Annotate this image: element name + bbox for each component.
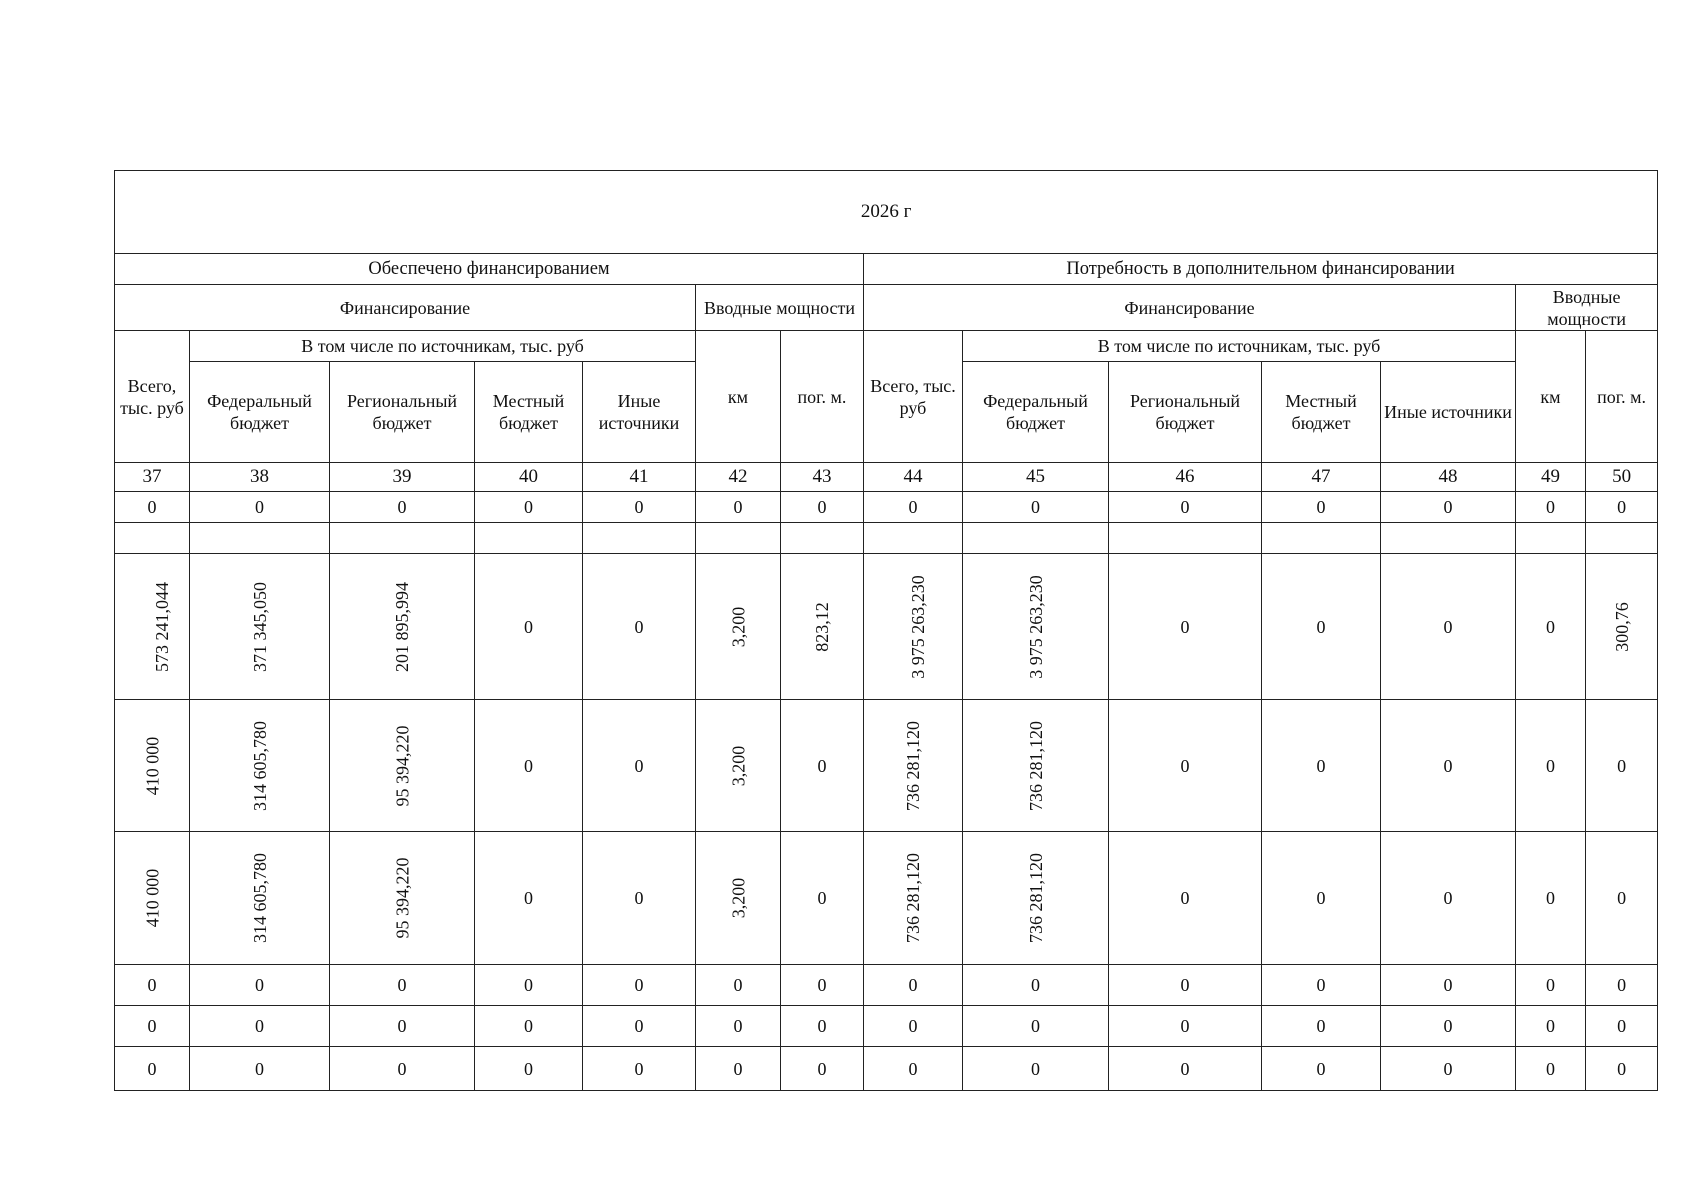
table-row xyxy=(115,554,1658,700)
rotated-value: 3 975 263,230 xyxy=(907,574,928,679)
table-cell: 0 xyxy=(475,1006,583,1047)
table-cell: 0 xyxy=(330,965,475,1006)
needed-total-header: Всего, тыс. руб xyxy=(864,331,963,463)
column-number-row xyxy=(115,463,1658,492)
rotated-value: 3 975 263,230 xyxy=(1025,574,1046,679)
table-cell: 0 xyxy=(696,1006,781,1047)
table-cell: 0 xyxy=(583,492,696,523)
table-cell xyxy=(1586,523,1658,554)
table-cell: 0 xyxy=(1516,965,1586,1006)
table-cell: 0 xyxy=(1109,965,1262,1006)
table-cell: 0 xyxy=(1262,492,1381,523)
needed-sources-header: В том числе по источникам, тыс. руб xyxy=(963,331,1516,362)
rotated-value: 573 241,044 xyxy=(152,581,172,672)
table-cell xyxy=(864,554,963,700)
table-cell xyxy=(115,523,190,554)
table-cell xyxy=(1109,523,1262,554)
table-row xyxy=(115,492,1658,523)
table-cell xyxy=(963,554,1109,700)
table-cell: 0 xyxy=(864,965,963,1006)
table-cell: 0 xyxy=(864,1006,963,1047)
table-cell: 0 xyxy=(781,965,864,1006)
secured-km-header: км xyxy=(696,331,781,463)
table-cell xyxy=(781,554,864,700)
table-cell: 0 xyxy=(190,1006,330,1047)
table-cell xyxy=(115,554,190,700)
table-cell: 0 xyxy=(1262,700,1381,832)
table-cell: 0 xyxy=(115,492,190,523)
rotated-value: 314 605,780 xyxy=(249,853,270,943)
rotated-value: 736 281,120 xyxy=(1025,853,1046,943)
table-cell xyxy=(190,554,330,700)
table-cell: 0 xyxy=(1516,554,1586,700)
rotated-value: 410 000 xyxy=(142,868,162,928)
secured-pog-header: пог. м. xyxy=(781,331,864,463)
table-cell: 0 xyxy=(1586,1047,1658,1091)
table-cell: 0 xyxy=(963,965,1109,1006)
rotated-value: 3,200 xyxy=(728,606,748,647)
table-cell xyxy=(190,523,330,554)
table-cell: 0 xyxy=(696,1047,781,1091)
table-cell: 0 xyxy=(696,965,781,1006)
table-cell xyxy=(696,523,781,554)
secured-capacity-header: Вводные мощности xyxy=(696,285,864,331)
needed-group-header: Потребность в дополнительном финансировании xyxy=(864,254,1658,285)
table-row xyxy=(115,523,1658,554)
table-cell: 0 xyxy=(1262,554,1381,700)
table-cell: 0 xyxy=(1109,1047,1262,1091)
col-number: 40 xyxy=(475,463,583,492)
table-cell: 0 xyxy=(1586,832,1658,965)
table-cell xyxy=(696,554,781,700)
table-cell: 0 xyxy=(1262,965,1381,1006)
table-cell: 0 xyxy=(781,700,864,832)
table-cell xyxy=(696,700,781,832)
needed-federal-header: Федеральный бюджет xyxy=(963,362,1109,463)
table-cell: 0 xyxy=(864,1047,963,1091)
table-cell: 0 xyxy=(475,492,583,523)
table-row xyxy=(115,1047,1658,1091)
table-cell: 0 xyxy=(781,492,864,523)
table-cell: 0 xyxy=(1381,554,1516,700)
table-cell xyxy=(115,832,190,965)
table-cell: 0 xyxy=(963,492,1109,523)
col-number: 46 xyxy=(1109,463,1262,492)
table-cell xyxy=(864,700,963,832)
table-cell: 0 xyxy=(475,1047,583,1091)
table-cell xyxy=(330,523,475,554)
table-cell: 0 xyxy=(1516,1006,1586,1047)
secured-other-header: Иные источники xyxy=(583,362,696,463)
col-number: 42 xyxy=(696,463,781,492)
col-number: 50 xyxy=(1586,463,1658,492)
col-number: 41 xyxy=(583,463,696,492)
rotated-value: 95 394,220 xyxy=(392,725,412,806)
table-cell xyxy=(963,832,1109,965)
table-cell: 0 xyxy=(115,1047,190,1091)
needed-local-header: Местный бюджет xyxy=(1262,362,1381,463)
table-cell: 0 xyxy=(1109,554,1262,700)
table-cell: 0 xyxy=(190,492,330,523)
col-number: 43 xyxy=(781,463,864,492)
secured-financing-header: Финансирование xyxy=(115,285,696,331)
table-cell: 0 xyxy=(1109,1006,1262,1047)
table-cell xyxy=(330,832,475,965)
table-cell: 0 xyxy=(1381,1047,1516,1091)
table-cell: 0 xyxy=(1516,492,1586,523)
table-cell: 0 xyxy=(781,1006,864,1047)
table-cell: 0 xyxy=(190,1047,330,1091)
table-cell xyxy=(963,700,1109,832)
table-row xyxy=(115,965,1658,1006)
table-cell: 0 xyxy=(781,832,864,965)
table-cell xyxy=(1262,523,1381,554)
needed-financing-header: Финансирование xyxy=(864,285,1516,331)
table-cell: 0 xyxy=(330,1006,475,1047)
table-cell: 0 xyxy=(583,1047,696,1091)
needed-regional-header: Региональный бюджет xyxy=(1109,362,1262,463)
secured-total-header: Всего, тыс. руб xyxy=(115,331,190,463)
rotated-value: 201 895,994 xyxy=(392,581,412,672)
table-cell: 0 xyxy=(330,1047,475,1091)
table-cell: 0 xyxy=(475,554,583,700)
table-cell xyxy=(781,523,864,554)
secured-sources-header: В том числе по источникам, тыс. руб xyxy=(190,331,696,362)
rotated-value: 371 345,050 xyxy=(249,581,270,672)
table-cell xyxy=(864,523,963,554)
table-cell xyxy=(330,554,475,700)
table-cell: 0 xyxy=(115,1006,190,1047)
table-cell xyxy=(115,700,190,832)
table-cell: 0 xyxy=(1381,700,1516,832)
table-cell: 0 xyxy=(1381,492,1516,523)
table-cell: 0 xyxy=(1586,1006,1658,1047)
table-cell xyxy=(475,523,583,554)
rotated-value: 3,200 xyxy=(728,745,748,786)
table-cell: 0 xyxy=(1109,700,1262,832)
rotated-value: 300,76 xyxy=(1611,601,1632,652)
table-cell xyxy=(190,832,330,965)
table-cell: 0 xyxy=(1586,700,1658,832)
table-cell: 0 xyxy=(1109,832,1262,965)
table-cell: 0 xyxy=(1516,700,1586,832)
table-cell: 0 xyxy=(963,1006,1109,1047)
table-cell: 0 xyxy=(1262,1047,1381,1091)
table-cell: 0 xyxy=(781,1047,864,1091)
table-cell: 0 xyxy=(583,700,696,832)
table-cell: 0 xyxy=(190,965,330,1006)
rotated-value: 736 281,120 xyxy=(903,853,923,943)
table-row xyxy=(115,832,1658,965)
col-number: 38 xyxy=(190,463,330,492)
table-cell xyxy=(330,700,475,832)
col-number: 45 xyxy=(963,463,1109,492)
col-number: 37 xyxy=(115,463,190,492)
needed-km-header: км xyxy=(1516,331,1586,463)
table-cell xyxy=(583,523,696,554)
table-cell: 0 xyxy=(583,554,696,700)
secured-group-header: Обеспечено финансированием xyxy=(115,254,864,285)
table-row xyxy=(115,1006,1658,1047)
table-cell: 0 xyxy=(864,492,963,523)
table-cell: 0 xyxy=(1586,965,1658,1006)
table-cell xyxy=(696,832,781,965)
secured-regional-header: Региональный бюджет xyxy=(330,362,475,463)
table-cell: 0 xyxy=(1262,832,1381,965)
secured-federal-header: Федеральный бюджет xyxy=(190,362,330,463)
table-row xyxy=(115,700,1658,832)
table-cell: 0 xyxy=(475,700,583,832)
table-cell: 0 xyxy=(1516,832,1586,965)
table-cell xyxy=(1516,523,1586,554)
rotated-value: 823,12 xyxy=(812,601,832,652)
table-cell: 0 xyxy=(1381,965,1516,1006)
financing-table xyxy=(114,170,1658,1091)
col-number: 44 xyxy=(864,463,963,492)
col-number: 39 xyxy=(330,463,475,492)
table-cell: 0 xyxy=(583,965,696,1006)
table-cell xyxy=(864,832,963,965)
col-number: 49 xyxy=(1516,463,1586,492)
table-cell: 0 xyxy=(330,492,475,523)
rotated-value: 736 281,120 xyxy=(903,720,923,811)
table-cell: 0 xyxy=(115,965,190,1006)
col-number: 47 xyxy=(1262,463,1381,492)
table-cell: 0 xyxy=(475,965,583,1006)
rotated-value: 95 394,220 xyxy=(392,857,412,939)
needed-pog-header: пог. м. xyxy=(1586,331,1658,463)
col-number: 48 xyxy=(1381,463,1516,492)
rotated-value: 3,200 xyxy=(728,877,748,919)
table-cell: 0 xyxy=(475,832,583,965)
table-cell: 0 xyxy=(1381,832,1516,965)
rotated-value: 314 605,780 xyxy=(249,720,270,811)
table-cell: 0 xyxy=(583,832,696,965)
table-cell xyxy=(963,523,1109,554)
rotated-value: 410 000 xyxy=(142,736,162,795)
table-cell: 0 xyxy=(1516,1047,1586,1091)
needed-other-header: Иные источники xyxy=(1381,362,1516,463)
table-cell: 0 xyxy=(1109,492,1262,523)
secured-local-header: Местный бюджет xyxy=(475,362,583,463)
table-cell xyxy=(1381,523,1516,554)
financing-table-sheet xyxy=(114,170,1657,1091)
needed-capacity-header: Вводные мощности xyxy=(1516,285,1658,331)
table-cell: 0 xyxy=(696,492,781,523)
table-cell: 0 xyxy=(583,1006,696,1047)
table-cell: 0 xyxy=(1262,1006,1381,1047)
table-cell: 0 xyxy=(1381,1006,1516,1047)
table-cell: 0 xyxy=(963,1047,1109,1091)
table-cell: 0 xyxy=(1586,492,1658,523)
table-cell xyxy=(1586,554,1658,700)
table-cell xyxy=(190,700,330,832)
year-header: 2026 г xyxy=(115,171,1658,254)
rotated-value: 736 281,120 xyxy=(1025,720,1046,811)
